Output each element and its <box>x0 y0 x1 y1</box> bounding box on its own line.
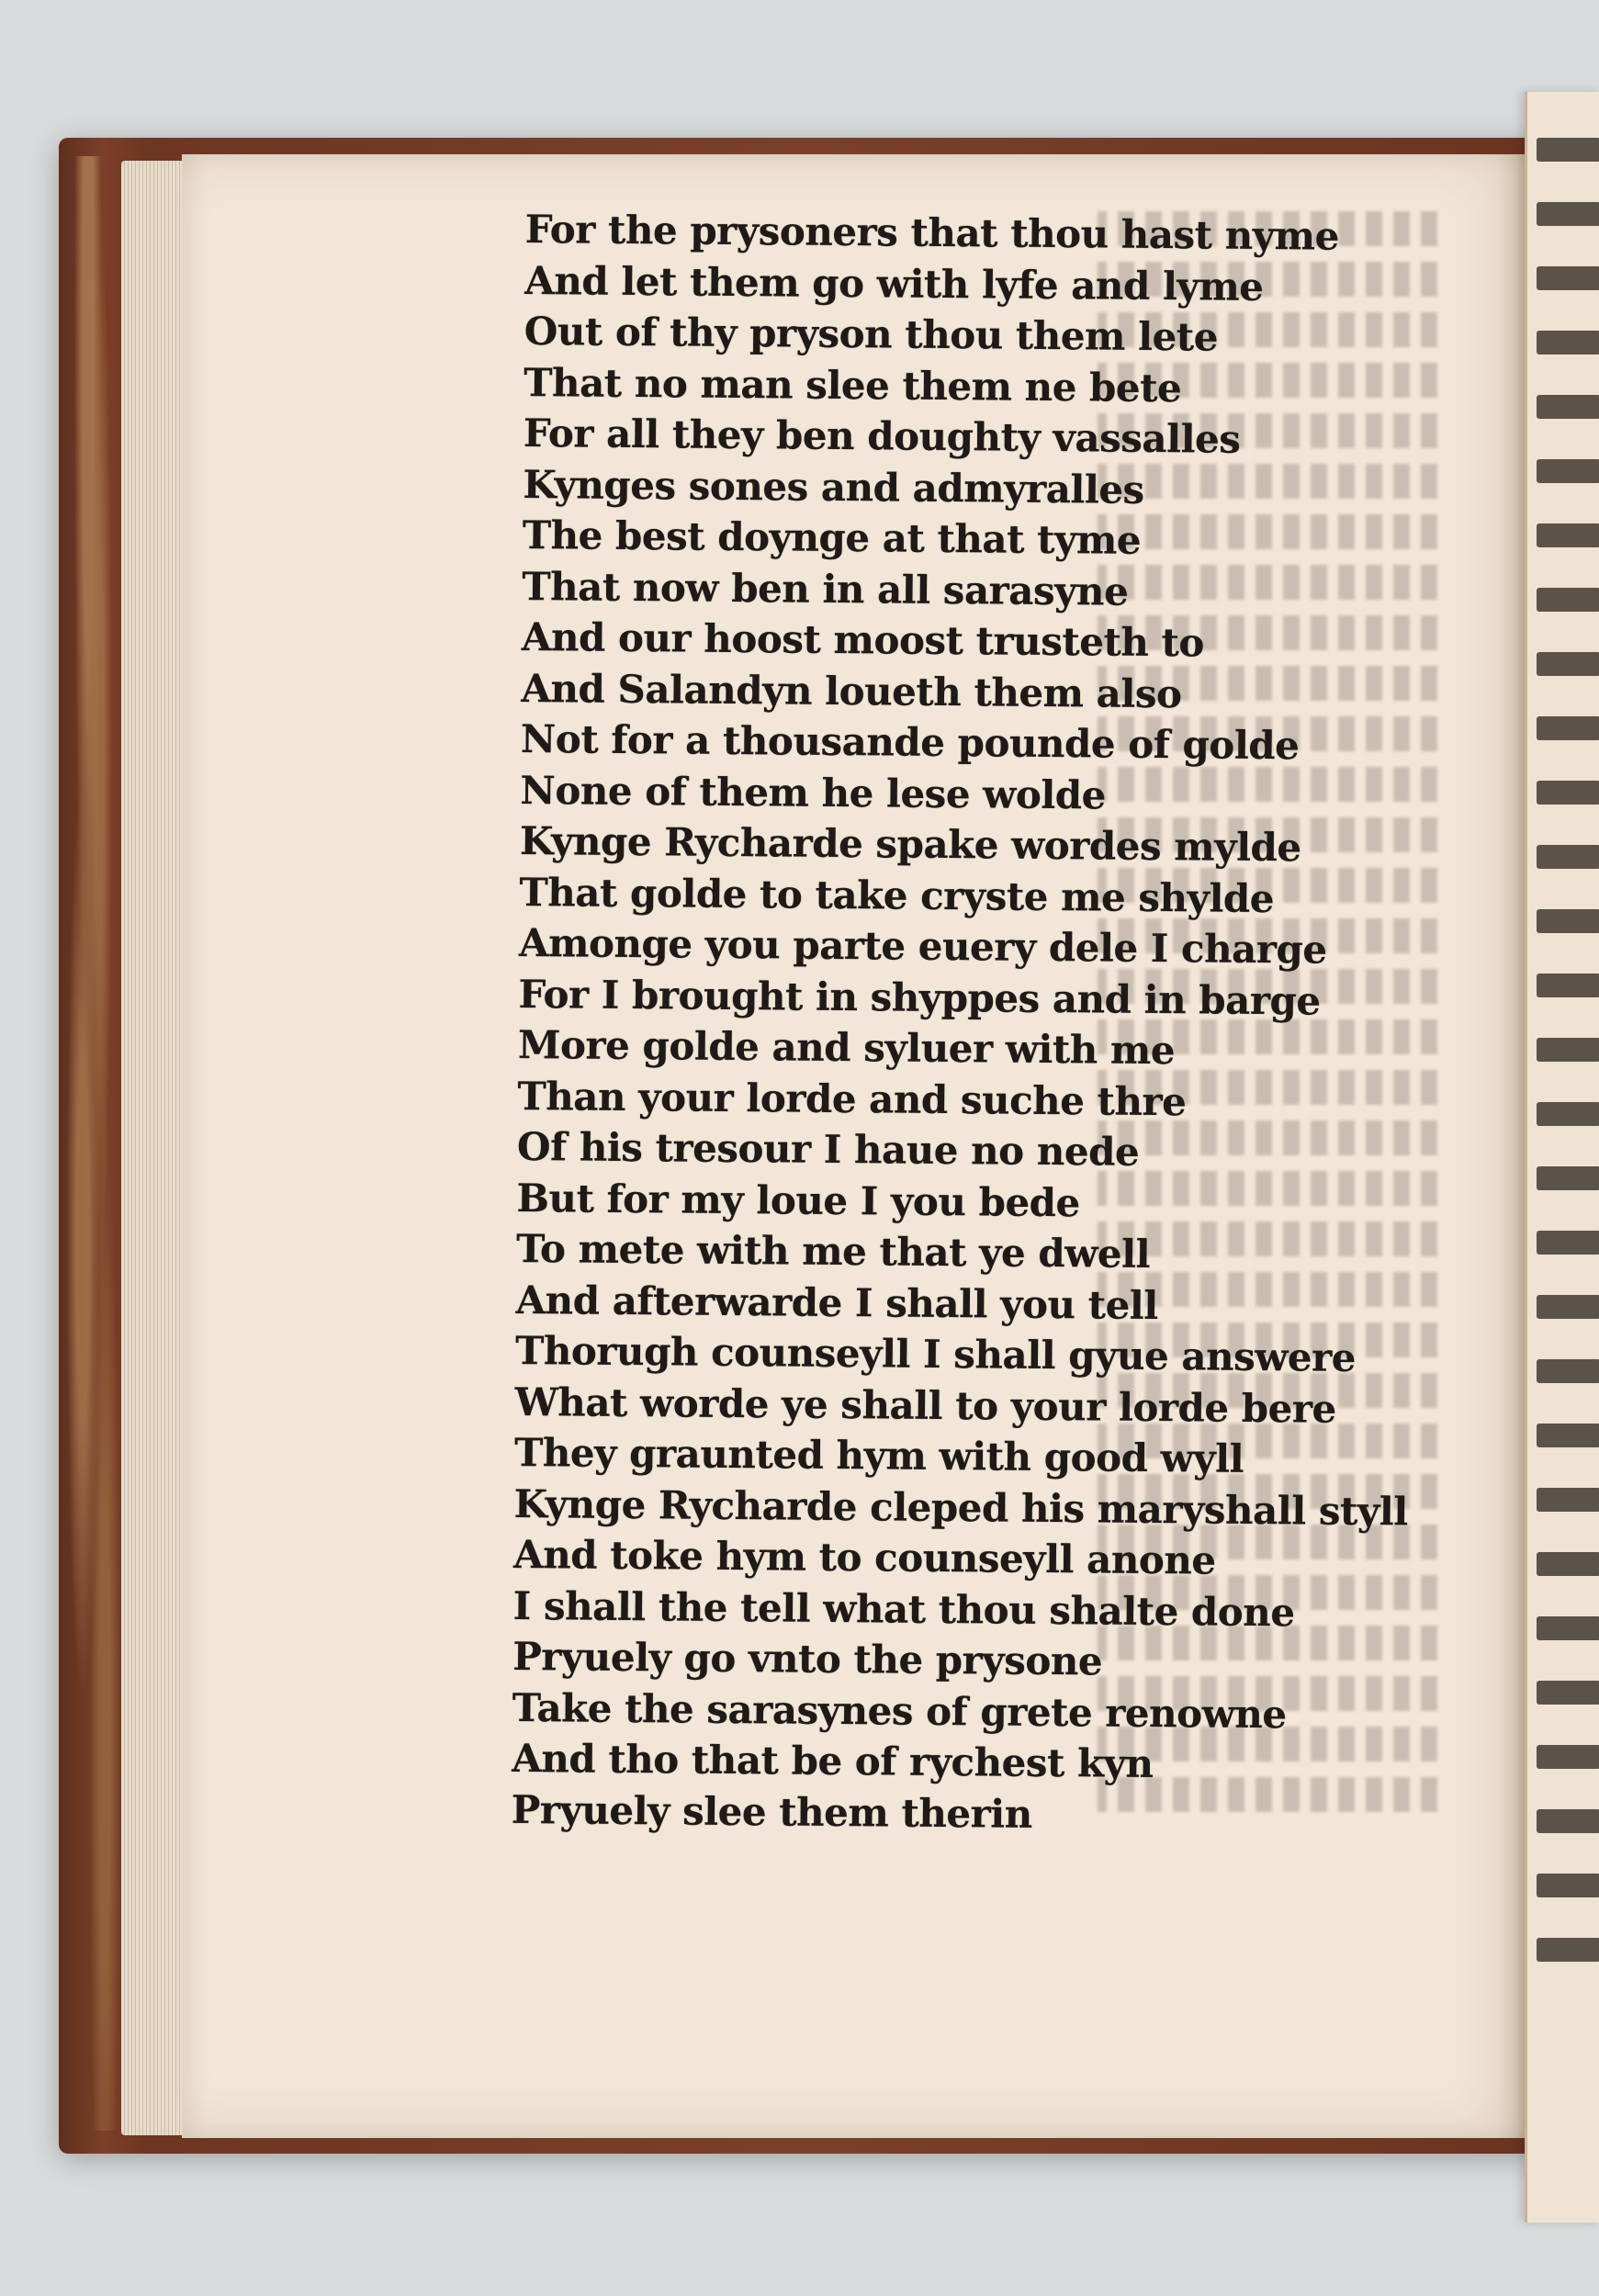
verse-line: For I brought in shyppes and in barge <box>518 971 1321 1024</box>
verse-line: But for my loue I you bede <box>516 1175 1080 1225</box>
verse-line: Than your lorde and suche thre <box>517 1073 1187 1124</box>
verse-line: Of his tresour I haue no nede <box>516 1123 1140 1175</box>
verse-line: To mete with me that ye dwell <box>515 1225 1151 1277</box>
verse-line: The best doynge at that tyme <box>522 512 1142 563</box>
verse-line: Kynges sones and admyralles <box>523 461 1144 512</box>
verse-line: That now ben in all sarasyne <box>522 563 1129 614</box>
recto-page-edge <box>1525 92 1599 2223</box>
verse-line: And our hoost moost trusteth to <box>521 613 1205 666</box>
verse-line: That golde to take cryste me shylde <box>519 869 1275 921</box>
verse-line: For all they ben doughty vassalles <box>523 410 1241 462</box>
verse-line: Not for a thousande pounde of golde <box>520 715 1300 769</box>
cover-wear <box>66 156 121 2131</box>
verse-line: Kynge Rycharde spake wordes mylde <box>519 817 1301 871</box>
verse-line: Take the sarasynes of grete renowne <box>512 1684 1287 1737</box>
page-edges <box>121 161 189 2135</box>
verse-line: And Salandyn loueth them also <box>521 665 1182 716</box>
verse-line: And tho that be of rychest kyn <box>512 1735 1154 1787</box>
verse-line: Amonge you parte euery dele I charge <box>518 919 1327 973</box>
verse-line: Pryuely go vnto the prysone <box>512 1633 1103 1684</box>
verse-line: I shall the tell what thou shalte done <box>512 1582 1295 1635</box>
verse-line: And toke hym to counseyll anone <box>512 1531 1216 1583</box>
verse-line: And let them go with lyfe and lyme <box>524 257 1264 310</box>
verse-line: None of them he lese wolde <box>520 767 1107 818</box>
verse-line: More golde and syluer with me <box>517 1021 1176 1074</box>
verse-line: Thorugh counseyll I shall gyue answere <box>514 1327 1357 1380</box>
verse-line: And afterwarde I shall you tell <box>515 1277 1158 1328</box>
verse-line: That no man slee them ne bete <box>524 359 1182 411</box>
verse-text-block <box>512 204 1462 1843</box>
verse-line: For the prysoners that thou hast nyme <box>524 206 1340 259</box>
verse-line: Out of thy pryson thou them lete <box>524 308 1219 360</box>
verse-line: Pryuely slee them therin <box>511 1786 1032 1837</box>
verse-line: What worde ye shall to your lorde bere <box>514 1379 1336 1432</box>
verse-line: They graunted hym with good wyll <box>513 1429 1244 1481</box>
verse-line: Kynge Rycharde cleped his maryshall styll <box>513 1480 1408 1534</box>
